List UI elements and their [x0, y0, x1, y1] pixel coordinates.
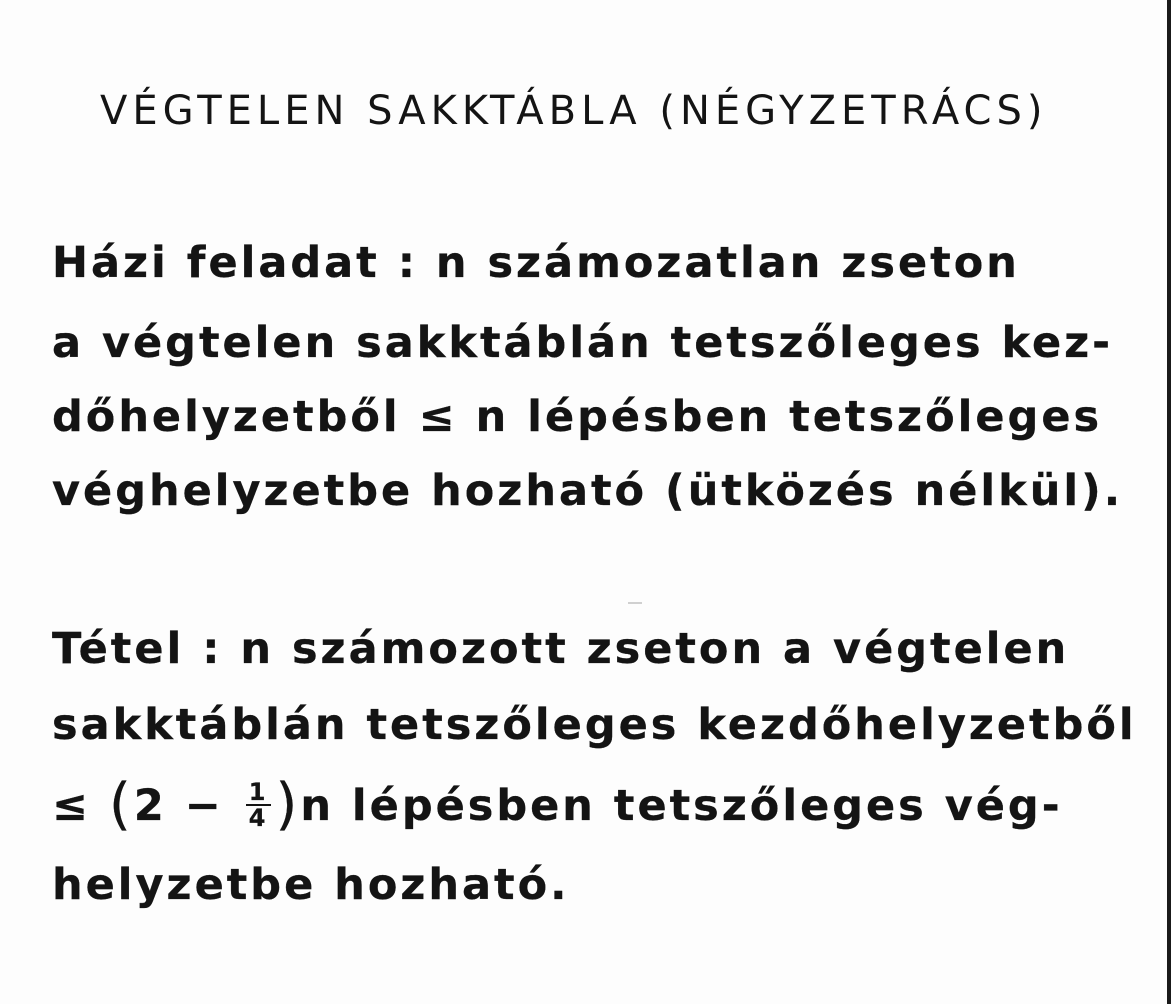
theorem-line-4: helyzetbe hozható.: [52, 860, 570, 910]
homework-line-2: a végtelen sakktáblán tetszőleges kez-: [52, 318, 1113, 368]
close-paren: ): [275, 772, 301, 837]
paper-speck: [628, 602, 642, 604]
fraction-numerator: 1: [246, 780, 272, 806]
two-minus: 2 −: [133, 781, 224, 831]
homework-line-4: véghelyzetbe hozható (ütközés nélkül).: [52, 466, 1124, 516]
homework-line-3: dőhelyzetből ≤ n lépésben tetszőleges: [52, 392, 1103, 442]
page-title: VÉGTELEN SAKKTÁBLA (NÉGYZETRÁCS): [100, 88, 1048, 134]
theorem-line-3-rest: n lépésben tetszőleges vég-: [300, 781, 1063, 831]
leq-symbol: ≤: [52, 781, 92, 831]
theorem-line-2: sakktáblán tetszőleges kezdőhelyzetből: [52, 700, 1137, 750]
open-paren: (: [109, 772, 134, 837]
theorem-line-1: Tétel : n számozott zseton a végtelen: [52, 624, 1070, 674]
fraction-denominator: 4: [248, 803, 269, 832]
homework-line-1: Házi feladat : n számozatlan zseton: [52, 238, 1020, 288]
fraction-one-quarter: [246, 777, 272, 832]
theorem-line-3: [52, 772, 1063, 841]
page-edge: [1167, 0, 1171, 1004]
